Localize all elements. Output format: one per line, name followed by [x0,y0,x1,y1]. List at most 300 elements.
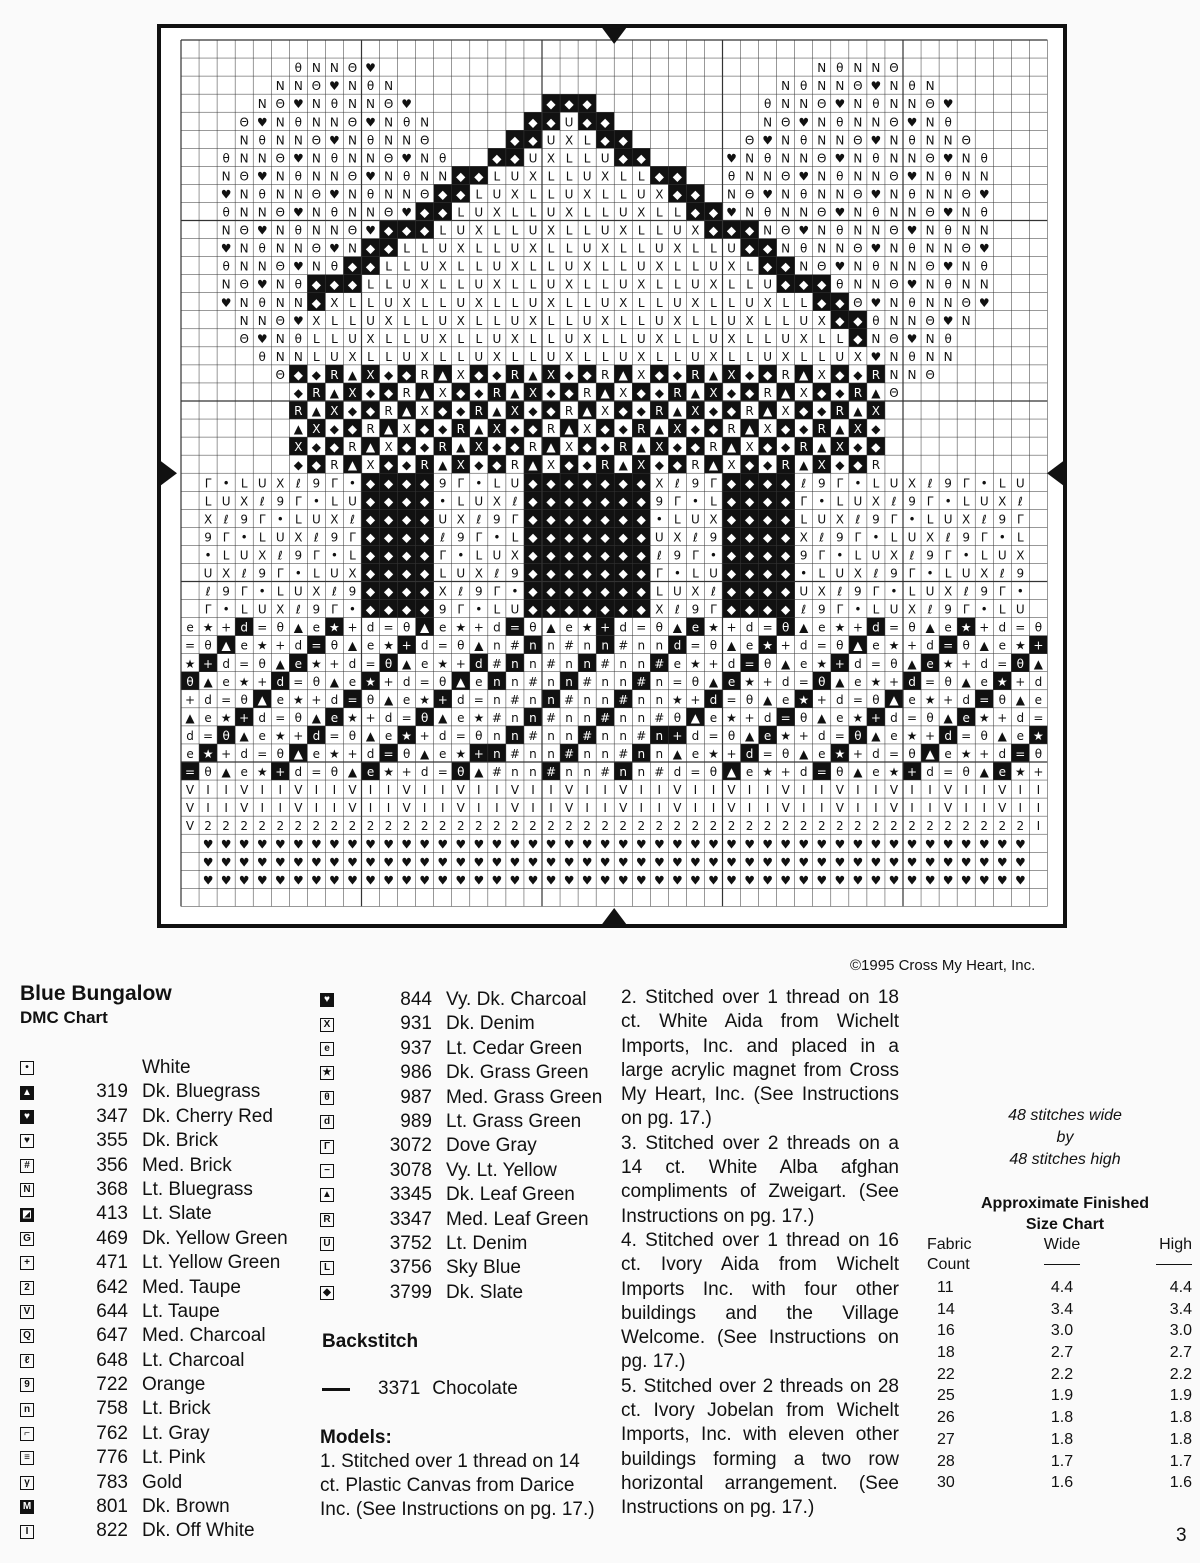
stitch-cell-symbol: ▲ [582,404,592,419]
stitch-cell-symbol: • [222,602,230,617]
stitch-cell-symbol: L [836,331,844,346]
stitch-cell-symbol: ♥ [329,855,340,870]
stitch-cell-symbol: I [747,783,752,798]
stitch-cell-symbol: N [817,133,827,148]
size-wide: 3.0 [1050,1322,1074,1340]
stitch-cell-symbol: X [907,476,917,491]
stitch-cell-symbol: e [944,747,952,762]
stitch-cell-symbol: n [529,656,537,671]
stitch-cell-symbol: # [618,747,629,762]
stitch-cell-symbol: n [511,710,519,725]
stitch-cell-symbol: Ν [347,79,357,94]
stitch-cell-symbol: ◆ [402,512,412,527]
stitch-cell-symbol: U [745,295,754,310]
color-name: Lt. Pink [142,1447,206,1469]
stitch-cell-symbol: U [366,313,375,328]
stitch-cell-symbol: ▲ [708,458,719,473]
stitch-cell-symbol: X [925,530,935,545]
stitch-cell-symbol: ♥ [527,855,539,870]
stitch-cell-symbol: Ν [275,169,285,184]
stitch-cell-symbol: X [492,277,501,292]
key-row [320,1281,602,1305]
stitch-cell-symbol: L [511,277,519,292]
stitch-cell-symbol: ◆ [799,422,809,437]
stitch-cell-symbol: = [690,638,701,653]
size-high: 1.7 [1169,1452,1192,1470]
stitch-cell-symbol: ♥ [708,873,719,888]
stitch-cell-symbol: X [637,458,646,473]
stitch-cell-symbol: N [384,79,394,94]
stitch-cell-symbol: ♥ [491,855,503,870]
stitch-cell-symbol: ♥ [383,873,394,888]
stitch-cell-symbol: d [998,620,1007,635]
stitch-cell-symbol: 9 [926,548,934,563]
stitch-cell-symbol: L [529,187,537,202]
stitch-cell-symbol: X [564,440,574,455]
stitch-cell-symbol: e [673,656,682,671]
stitch-cell-symbol: ◆ [528,476,538,491]
stitch-cell-symbol: ℓ [205,584,211,599]
stitch-cell-symbol: ◆ [600,133,610,148]
stitch-cell-symbol: Θ [383,97,394,112]
stitch-cell-symbol: ◆ [853,440,863,455]
stitch-cell-symbol: ♥ [617,873,629,888]
stitch-cell-symbol: L [764,313,771,328]
stitch-cell-symbol: ◆ [853,367,863,382]
stitch-cell-symbol: ◆ [383,548,394,563]
stitch-cell-symbol: X [655,259,664,274]
stitch-cell-symbol: = [401,710,412,725]
stitch-cell-symbol: ▲ [438,367,448,382]
stitch-cell-symbol: ★ [401,728,413,743]
stitch-cell-symbol: 9 [691,602,700,617]
stitch-cell-symbol: R [402,386,411,401]
stitch-cell-symbol: d [745,747,754,762]
stitch-cell-symbol: R [312,386,321,401]
stitch-cell-symbol: n [655,674,664,689]
stitch-cell-symbol: ♥ [617,837,629,852]
size-row [927,1320,1192,1342]
stitch-cell-symbol: Ν [889,133,899,148]
stitch-cell-symbol: X [546,223,556,238]
stitch-cell-symbol: ♥ [473,873,485,888]
stitch-cell-symbol: ℓ [909,548,915,563]
stitch-cell-symbol: 2 [908,819,916,834]
stitch-cell-symbol: L [331,494,338,509]
stitch-cell-symbol: ♥ [978,241,990,256]
stitch-cell-symbol: + [221,747,232,762]
dmc-number: 319 [96,1081,128,1103]
header-high: High [1159,1236,1192,1253]
stitch-cell-symbol: = [961,728,972,743]
stitch-cell-symbol: ♥ [852,855,864,870]
stitch-cell-symbol: X [276,602,285,617]
stitch-dimensions [990,1105,1140,1171]
stitch-cell-symbol: ◆ [293,386,303,401]
stitch-cell-symbol: X [420,404,429,419]
stitch-cell-symbol: ◆ [510,133,520,148]
stitch-cell-symbol: V [998,801,1007,816]
stitch-cell-symbol: L [547,169,555,184]
stitch-cell-symbol: ◆ [600,422,610,437]
stitch-cell-symbol: = [906,710,918,725]
stitch-cell-symbol: ♥ [347,855,358,870]
stitch-cell-symbol: V [673,801,682,816]
stitch-cell-symbol: ♥ [744,837,755,852]
stitch-cell-symbol: ♥ [708,837,719,852]
stitch-cell-symbol: = [184,638,196,653]
stitch-cell-symbol: ◆ [402,602,412,617]
stitch-cell-symbol: L [710,295,717,310]
stitch-cell-symbol: V [185,819,195,834]
stitch-cell-symbol: • [944,494,952,509]
stitch-cell-symbol: ♥ [942,205,954,220]
stitch-cell-symbol: 9 [980,584,989,599]
stitch-cell-symbol: R [691,367,700,382]
stitch-cell-symbol: ▲ [347,765,358,780]
stitch-cell-symbol: I [982,801,986,816]
stitch-cell-symbol: X [312,584,321,599]
stitch-cell-symbol: ◆ [582,440,592,455]
stitch-cell-symbol: U [384,295,393,310]
stitch-cell-symbol: ◆ [383,458,394,473]
stitch-cell-symbol: ♥ [852,837,864,852]
stitch-cell-symbol: θ [962,765,970,780]
stitch-cell-symbol: ▲ [438,458,448,473]
stitch-cell-symbol: θ [872,259,880,274]
stitch-cell-symbol: ◆ [582,494,592,509]
dmc-number: 413 [96,1203,128,1225]
stitch-cell-symbol: I [531,801,535,816]
stitch-cell-symbol: e [186,620,194,635]
stitch-cell-symbol: X [528,313,538,328]
stitch-cell-symbol: ◆ [618,566,628,581]
stitch-cell-symbol: θ [258,656,266,671]
stitch-cell-symbol: = [275,710,286,725]
stitch-cell-symbol: ◆ [420,602,430,617]
stitch-cell-symbol: ◆ [835,386,845,401]
stitch-cell-symbol: ℓ [277,548,283,563]
stitch-cell-symbol: ◆ [600,584,610,599]
stitch-cell-symbol: ♥ [635,837,647,852]
center-marker-triangle [161,461,177,485]
stitch-cell-symbol: I [856,783,860,798]
stitch-cell-symbol: Θ [925,97,935,112]
stitch-cell-symbol: I [585,801,589,816]
stitch-cell-symbol: ♥ [509,873,521,888]
stitch-cell-symbol: # [527,728,539,743]
stitch-cell-symbol: L [475,241,483,256]
stitch-cell-symbol: 2 [276,819,285,834]
stitch-cell-symbol: Ν [311,97,321,112]
stitch-cell-symbol: 2 [619,819,628,834]
stitch-cell-symbol: Θ [925,151,935,166]
stitch-cell-symbol: Γ [944,548,952,563]
stitch-cell-symbol: Γ [493,584,501,599]
stitch-cell-symbol: ◆ [781,494,791,509]
stitch-cell-symbol: ♥ [455,873,467,888]
stitch-cell-symbol: R [420,458,429,473]
stitch-cell-symbol: I [495,783,499,798]
stitch-cell-symbol: θ [186,674,194,689]
stitch-cell-symbol: 2 [980,819,989,834]
stitch-cell-symbol: ◆ [402,584,412,599]
size-title-line-1: Approximate Finished [980,1195,1150,1212]
stitch-cell-symbol: Γ [710,602,717,617]
stitch-cell-symbol: ♥ [563,837,575,852]
stitch-cell-symbol: θ [800,710,808,725]
stitch-cell-symbol: ▲ [456,674,466,689]
stitch-cell-symbol: I [422,783,427,798]
stitch-cell-symbol: ◆ [582,367,592,382]
stitch-cell-symbol: N [275,79,285,94]
stitch-cell-symbol: • [457,548,465,563]
stitch-cell-symbol: Ν [221,223,231,238]
stitch-cell-symbol: Ν [311,151,321,166]
stitch-cell-symbol: I [693,783,698,798]
stitch-cell-symbol: U [781,331,791,346]
stitch-symbol-icon: n [20,1403,34,1417]
stitch-cell-symbol: n [511,728,519,743]
stitch-cell-symbol: L [547,187,555,202]
stitch-cell-symbol: I [964,783,968,798]
stitch-cell-symbol: d [366,747,375,762]
stitch-cell-symbol: ◆ [365,259,376,274]
stitch-cell-symbol: 2 [890,819,898,834]
stitch-cell-symbol: ◆ [528,133,538,148]
stitch-cell-symbol: d [438,728,447,743]
stitch-cell-symbol: L [583,349,591,364]
stitch-cell-symbol: U [636,259,646,274]
stitch-cell-symbol: θ [1016,656,1024,671]
stitch-cell-symbol: X [240,494,249,509]
stitch-cell-symbol: θ [872,692,880,707]
stitch-cell-symbol: ♥ [671,873,683,888]
stitch-cell-symbol: L [601,187,609,202]
stitch-cell-symbol: ▲ [365,728,376,743]
stitch-cell-symbol: X [835,440,844,455]
stitch-cell-symbol: U [1015,476,1025,491]
stitch-cell-symbol: Ν [853,259,863,274]
stitch-cell-symbol: N [853,223,863,238]
stitch-cell-symbol: θ [944,277,952,292]
stitch-cell-symbol: ◆ [582,458,592,473]
stitch-cell-symbol: U [474,349,484,364]
stitch-cell-symbol: N [781,205,791,220]
stitch-cell-symbol: Ν [943,187,953,202]
stitch-cell-symbol: • [854,476,862,491]
stitch-cell-symbol: ◆ [564,367,574,382]
stitch-cell-symbol: Γ [926,494,934,509]
header-wide-rule [1007,1256,1117,1274]
stitch-cell-symbol: e [944,620,952,635]
stitch-cell-symbol: θ [276,747,284,762]
stitch-cell-symbol: X [727,367,736,382]
stitch-cell-symbol: L [258,530,266,545]
stitch-cell-symbol: + [184,692,196,707]
color-name: Med. Brick [142,1154,232,1176]
stitch-cell-symbol: ★ [690,656,701,671]
stitch-cell-symbol: ▲ [546,440,556,455]
stitch-cell-symbol: ◆ [582,512,592,527]
stitch-cell-symbol: θ [908,349,916,364]
stitch-cell-symbol: • [330,548,338,563]
stitch-cell-symbol: + [816,692,827,707]
dmc-number: 822 [96,1520,128,1542]
stitch-cell-symbol: Θ [889,277,899,292]
stitch-cell-symbol: ♥ [310,855,322,870]
stitch-cell-symbol: 2 [475,819,483,834]
stitch-cell-symbol: ♥ [365,873,376,888]
stitch-cell-symbol: + [726,620,737,635]
cross-stitch-chart [157,24,1067,928]
stitch-cell-symbol: L [655,295,663,310]
stitch-cell-symbol: X [817,584,826,599]
stitch-cell-symbol: Ν [257,259,267,274]
stitch-cell-symbol: ◆ [528,584,538,599]
stitch-cell-symbol: ◆ [347,422,358,437]
stitch-cell-symbol: X [420,277,429,292]
stitch-cell-symbol: N [239,313,249,328]
stitch-cell-symbol: e [222,674,230,689]
stitch-cell-symbol: ℓ [891,494,897,509]
stitch-cell-symbol: ♥ [329,187,340,202]
stitch-cell-symbol: Γ [890,512,898,527]
stitch-cell-symbol: θ [800,79,808,94]
stitch-cell-symbol: d [186,728,194,743]
stitch-cell-symbol: n [547,638,555,653]
stitch-cell-symbol: ◆ [618,404,628,419]
stitch-cell-symbol: 2 [673,819,682,834]
stitch-cell-symbol: Θ [889,115,899,130]
stitch-cell-symbol: L [475,259,483,274]
stitch-cell-symbol: ♥ [834,259,846,274]
stitch-cell-symbol: ◆ [546,404,556,419]
stitch-cell-symbol: V [510,801,520,816]
dmc-number: 937 [400,1037,432,1059]
stitch-cell-symbol: ◆ [690,187,701,202]
stitch-cell-symbol: L [674,205,681,220]
stitch-cell-symbol: ◆ [528,422,538,437]
stitch-cell-symbol: ◆ [600,548,610,563]
stitch-cell-symbol: I [531,783,535,798]
stitch-cell-symbol: L [511,349,519,364]
stitch-cell-symbol: ★ [220,710,232,725]
stitch-cell-symbol: ♥ [942,151,954,166]
stitch-cell-symbol: ℓ [494,566,500,581]
dmc-number: 989 [400,1110,432,1132]
stitch-cell-symbol: I [386,801,391,816]
stitch-cell-symbol: ♥ [455,837,467,852]
stitch-symbol-icon: R [320,1213,334,1227]
stitch-cell-symbol: ℓ [295,602,301,617]
stitch-cell-symbol: I [910,783,914,798]
stitch-cell-symbol: ℓ [313,530,319,545]
stitch-cell-symbol: # [582,674,593,689]
stitch-cell-symbol: X [655,602,664,617]
stitch-cell-symbol: θ [763,205,772,220]
stitch-cell-symbol: n [601,728,609,743]
stitch-cell-symbol: X [583,187,592,202]
copyright-notice: ©1995 Cross My Heart, Inc. [850,957,1036,974]
stitch-cell-symbol: I [874,783,878,798]
key-row [20,1080,288,1104]
stitch-cell-symbol: 9 [456,530,465,545]
stitch-cell-symbol: I [278,783,283,798]
dmc-number: 987 [400,1086,432,1108]
stitch-cell-symbol: ▲ [853,404,863,419]
stitch-cell-symbol: ♥ [256,837,268,852]
stitch-cell-symbol: ♥ [942,97,954,112]
stitch-cell-symbol: n [637,710,646,725]
stitch-cell-symbol: N [889,205,899,220]
stitch-cell-symbol: I [639,801,644,816]
stitch-cell-symbol: ℓ [963,584,969,599]
stitch-cell-symbol: ◆ [726,584,737,599]
stitch-cell-symbol: L [547,241,555,256]
stitch-cell-symbol: ◆ [600,512,610,527]
stitch-cell-symbol: ▲ [293,422,303,437]
stitch-cell-symbol: ◆ [365,548,376,563]
stitch-symbol-icon: • [20,1061,34,1075]
stitch-cell-symbol: • [962,548,970,563]
stitch-cell-symbol: R [384,404,393,419]
stitch-cell-symbol: e [727,674,736,689]
stitch-cell-symbol: ▲ [817,440,827,455]
stitch-cell-symbol: n [637,765,646,780]
size-row [927,1364,1192,1386]
stitch-cell-symbol: ♥ [635,873,647,888]
stitch-cell-symbol: θ [800,241,808,256]
stitch-cell-symbol: • [691,494,699,509]
stitch-cell-symbol: θ [944,331,952,346]
stitch-cell-symbol: Ν [907,205,917,220]
stitch-cell-symbol: ♥ [726,837,737,852]
stitch-cell-symbol: X [601,241,610,256]
stitch-cell-symbol: ◆ [618,133,628,148]
stitch-cell-symbol: • [800,566,808,581]
stitch-cell-symbol: ★ [202,620,214,635]
stitch-cell-symbol: d [944,728,952,743]
stitch-cell-symbol: 2 [456,819,465,834]
stitch-cell-symbol: R [456,422,465,437]
stitch-cell-symbol: Θ [961,295,971,310]
stitch-cell-symbol: # [545,656,557,671]
key-row [20,1251,288,1275]
stitch-cell-symbol: L [655,277,663,292]
key-row [320,1159,602,1183]
stitch-cell-symbol: = [311,638,322,653]
stitch-cell-symbol: X [727,458,736,473]
stitch-cell-symbol: L [872,602,880,617]
stitch-cell-symbol: L [421,313,429,328]
stitch-cell-symbol: θ [763,656,772,671]
stitch-cell-symbol: 2 [655,819,664,834]
stitch-cell-symbol: U [257,602,267,617]
stitch-cell-symbol: L [565,151,573,166]
stitch-cell-symbol: ◆ [726,494,737,509]
stitch-cell-symbol: Θ [383,205,394,220]
stitch-cell-symbol: ★ [383,638,394,653]
stitch-cell-symbol: U [763,277,773,292]
stitch-cell-symbol: d [872,620,880,635]
stitch-cell-symbol: n [583,656,591,671]
stitch-cell-symbol: ♥ [401,837,413,852]
stitch-cell-symbol: 2 [583,819,591,834]
stitch-cell-symbol: ♥ [455,855,467,870]
stitch-cell-symbol: ♥ [256,115,268,130]
stitch-cell-symbol: ♥ [292,259,304,274]
